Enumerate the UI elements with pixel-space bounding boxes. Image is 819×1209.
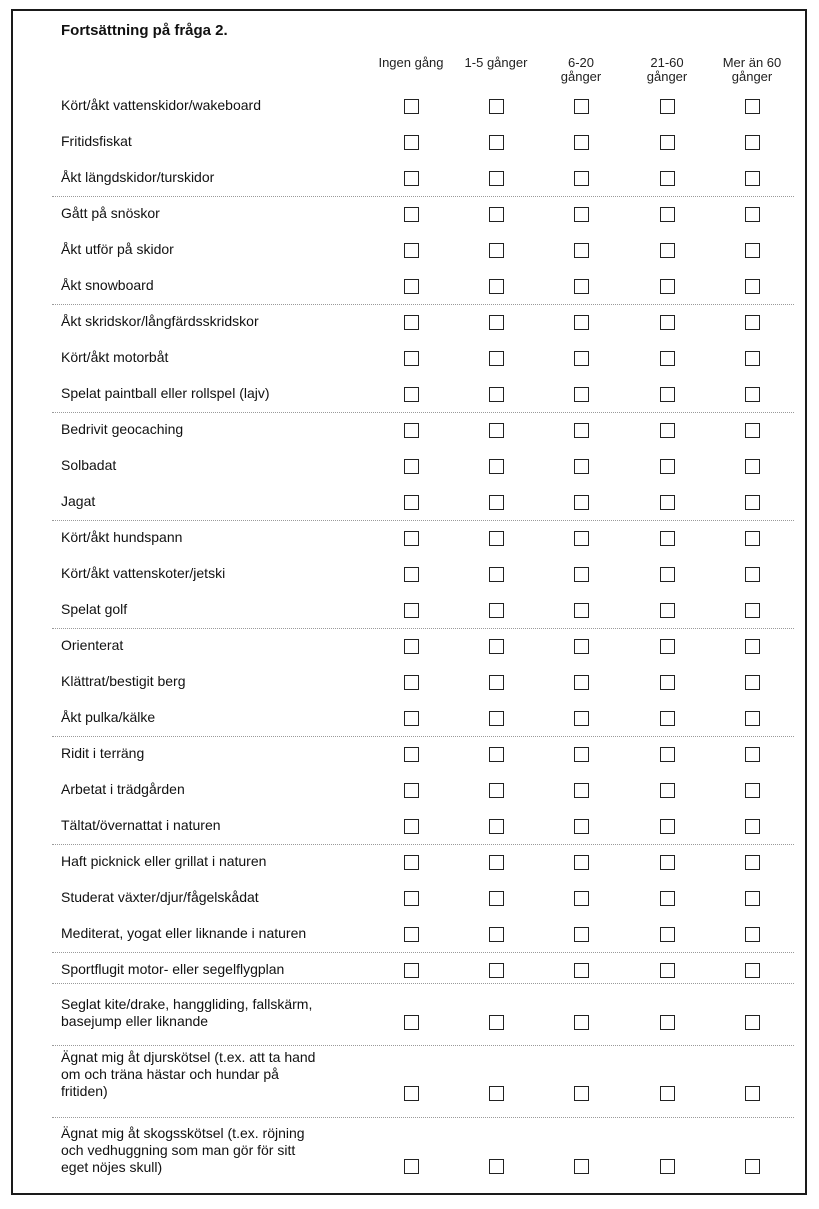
answer-checkbox[interactable]	[574, 135, 589, 150]
answer-checkbox[interactable]	[404, 747, 419, 762]
column-header: Ingen gång	[378, 55, 444, 70]
answer-checkbox[interactable]	[574, 279, 589, 294]
question-label: Haft picknick eller grillat i naturen	[61, 853, 267, 869]
answer-checkbox[interactable]	[489, 99, 504, 114]
answer-checkbox[interactable]	[745, 279, 760, 294]
question-label: Sportflugit motor- eller segelflygplan	[61, 961, 285, 977]
question-label: Orienterat	[61, 637, 124, 653]
answer-checkbox[interactable]	[404, 495, 419, 510]
answer-checkbox[interactable]	[404, 603, 419, 618]
answer-checkbox[interactable]	[404, 171, 419, 186]
answer-checkbox[interactable]	[745, 675, 760, 690]
row-group-divider	[52, 628, 794, 629]
answer-checkbox[interactable]	[660, 351, 675, 366]
answer-checkbox[interactable]	[574, 423, 589, 438]
answer-checkbox[interactable]	[404, 1015, 419, 1030]
row-group-divider	[52, 196, 794, 197]
question-label: Åkt snowboard	[61, 277, 154, 293]
answer-checkbox[interactable]	[404, 963, 419, 978]
row-group-divider	[52, 736, 794, 737]
answer-checkbox[interactable]	[660, 171, 675, 186]
answer-checkbox[interactable]	[745, 207, 760, 222]
column-header: 21-60 gånger	[646, 55, 688, 84]
question-label: Åkt pulka/kälke	[61, 709, 156, 725]
answer-checkbox[interactable]	[660, 963, 675, 978]
answer-checkbox[interactable]	[489, 747, 504, 762]
answer-checkbox[interactable]	[404, 783, 419, 798]
answer-checkbox[interactable]	[660, 99, 675, 114]
answer-checkbox[interactable]	[574, 783, 589, 798]
answer-checkbox[interactable]	[489, 531, 504, 546]
question-label: Kört/åkt vattenskoter/jetski	[61, 565, 226, 581]
answer-checkbox[interactable]	[574, 747, 589, 762]
answer-checkbox[interactable]	[745, 531, 760, 546]
question-label: Åkt längdskidor/turskidor	[61, 169, 215, 185]
row-group-divider	[52, 304, 794, 305]
answer-checkbox[interactable]	[574, 315, 589, 330]
answer-checkbox[interactable]	[489, 1159, 504, 1174]
answer-checkbox[interactable]	[404, 567, 419, 582]
answer-checkbox[interactable]	[404, 135, 419, 150]
answer-checkbox[interactable]	[574, 963, 589, 978]
question-label: Kört/åkt motorbåt	[61, 349, 169, 365]
answer-checkbox[interactable]	[660, 747, 675, 762]
answer-checkbox[interactable]	[745, 891, 760, 906]
answer-checkbox[interactable]	[660, 855, 675, 870]
answer-checkbox[interactable]	[489, 603, 504, 618]
answer-checkbox[interactable]	[745, 135, 760, 150]
question-label: Tältat/övernattat i naturen	[61, 817, 221, 833]
row-group-divider	[52, 952, 794, 953]
answer-checkbox[interactable]	[489, 459, 504, 474]
question-label: Jagat	[61, 493, 96, 509]
answer-checkbox[interactable]	[660, 495, 675, 510]
question-label: Spelat paintball eller rollspel (lajv)	[61, 385, 270, 401]
answer-checkbox[interactable]	[404, 927, 419, 942]
answer-checkbox[interactable]	[660, 279, 675, 294]
answer-checkbox[interactable]	[745, 963, 760, 978]
answer-checkbox[interactable]	[489, 1015, 504, 1030]
answer-checkbox[interactable]	[660, 531, 675, 546]
answer-checkbox[interactable]	[489, 711, 504, 726]
answer-checkbox[interactable]	[574, 1086, 589, 1101]
answer-checkbox[interactable]	[574, 1015, 589, 1030]
answer-checkbox[interactable]	[660, 1015, 675, 1030]
answer-checkbox[interactable]	[404, 819, 419, 834]
question-label: Åkt utför på skidor	[61, 241, 174, 257]
answer-checkbox[interactable]	[489, 423, 504, 438]
answer-checkbox[interactable]	[745, 171, 760, 186]
answer-checkbox[interactable]	[745, 1086, 760, 1101]
question-label: Ridit i terräng	[61, 745, 145, 761]
column-header: 6-20 gånger	[560, 55, 602, 84]
answer-checkbox[interactable]	[745, 459, 760, 474]
answer-checkbox[interactable]	[404, 387, 419, 402]
answer-checkbox[interactable]	[574, 243, 589, 258]
row-group-divider	[52, 412, 794, 413]
answer-checkbox[interactable]	[660, 1086, 675, 1101]
answer-checkbox[interactable]	[574, 819, 589, 834]
answer-checkbox[interactable]	[489, 963, 504, 978]
answer-checkbox[interactable]	[745, 351, 760, 366]
answer-checkbox[interactable]	[574, 891, 589, 906]
answer-checkbox[interactable]	[660, 711, 675, 726]
answer-checkbox[interactable]	[489, 207, 504, 222]
answer-checkbox[interactable]	[574, 387, 589, 402]
answer-checkbox[interactable]	[489, 891, 504, 906]
answer-checkbox[interactable]	[489, 387, 504, 402]
answer-checkbox[interactable]	[489, 819, 504, 834]
answer-checkbox[interactable]	[660, 423, 675, 438]
answer-checkbox[interactable]	[489, 675, 504, 690]
answer-checkbox[interactable]	[745, 387, 760, 402]
answer-checkbox[interactable]	[489, 855, 504, 870]
answer-checkbox[interactable]	[574, 207, 589, 222]
answer-checkbox[interactable]	[404, 1086, 419, 1101]
answer-checkbox[interactable]	[404, 531, 419, 546]
answer-checkbox[interactable]	[489, 243, 504, 258]
question-label: Åkt skridskor/långfärdsskridskor	[61, 313, 259, 329]
answer-checkbox[interactable]	[660, 207, 675, 222]
column-header: 1-5 gånger	[464, 55, 528, 70]
answer-checkbox[interactable]	[574, 675, 589, 690]
answer-checkbox[interactable]	[489, 927, 504, 942]
answer-checkbox[interactable]	[745, 747, 760, 762]
answer-checkbox[interactable]	[745, 603, 760, 618]
question-label: Spelat golf	[61, 601, 128, 617]
answer-checkbox[interactable]	[404, 99, 419, 114]
answer-checkbox[interactable]	[745, 819, 760, 834]
answer-checkbox[interactable]	[574, 1159, 589, 1174]
answer-checkbox[interactable]	[489, 135, 504, 150]
answer-checkbox[interactable]	[404, 423, 419, 438]
answer-checkbox[interactable]	[489, 315, 504, 330]
answer-checkbox[interactable]	[660, 1159, 675, 1174]
row-group-divider	[52, 520, 794, 521]
answer-checkbox[interactable]	[404, 891, 419, 906]
answer-checkbox[interactable]	[574, 567, 589, 582]
column-header: Mer än 60 gånger	[722, 55, 782, 84]
answer-checkbox[interactable]	[745, 567, 760, 582]
row-group-divider	[52, 844, 794, 845]
answer-checkbox[interactable]	[660, 315, 675, 330]
answer-checkbox[interactable]	[574, 99, 589, 114]
answer-checkbox[interactable]	[574, 459, 589, 474]
question-label: Gått på snöskor	[61, 205, 160, 221]
question-label: Studerat växter/djur/fågelskådat	[61, 889, 259, 905]
answer-checkbox[interactable]	[404, 855, 419, 870]
answer-checkbox[interactable]	[660, 675, 675, 690]
answer-checkbox[interactable]	[660, 243, 675, 258]
answer-checkbox[interactable]	[745, 1015, 760, 1030]
question-label: Seglat kite/drake, hanggliding, fallskärm, basejump eller liknande	[61, 996, 313, 1029]
answer-checkbox[interactable]	[574, 603, 589, 618]
answer-checkbox[interactable]	[404, 675, 419, 690]
answer-checkbox[interactable]	[404, 1159, 419, 1174]
section-title: Fortsättning på fråga 2.	[61, 22, 228, 39]
question-label: Fritidsfiskat	[61, 133, 132, 149]
answer-checkbox[interactable]	[489, 1086, 504, 1101]
question-label: Solbadat	[61, 457, 117, 473]
question-label: Ägnat mig åt djurskötsel (t.ex. att ta hand om och träna hästar och hundar på fritiden)	[61, 1049, 316, 1099]
row-group-divider	[52, 983, 794, 984]
answer-checkbox[interactable]	[574, 927, 589, 942]
question-label: Ägnat mig åt skogsskötsel (t.ex. röjning och vedhuggning som man gör för sitt eget nöjes skull)	[61, 1125, 305, 1175]
answer-checkbox[interactable]	[489, 171, 504, 186]
answer-checkbox[interactable]	[660, 387, 675, 402]
question-label: Arbetat i trädgården	[61, 781, 185, 797]
answer-checkbox[interactable]	[745, 99, 760, 114]
answer-checkbox[interactable]	[489, 639, 504, 654]
question-label: Klättrat/bestigit berg	[61, 673, 186, 689]
answer-checkbox[interactable]	[574, 495, 589, 510]
answer-checkbox[interactable]	[404, 711, 419, 726]
answer-checkbox[interactable]	[404, 639, 419, 654]
answer-checkbox[interactable]	[489, 351, 504, 366]
answer-checkbox[interactable]	[660, 639, 675, 654]
answer-checkbox[interactable]	[404, 279, 419, 294]
answer-checkbox[interactable]	[660, 567, 675, 582]
answer-checkbox[interactable]	[745, 1159, 760, 1174]
answer-checkbox[interactable]	[574, 171, 589, 186]
answer-checkbox[interactable]	[574, 531, 589, 546]
answer-checkbox[interactable]	[404, 243, 419, 258]
answer-checkbox[interactable]	[574, 855, 589, 870]
answer-checkbox[interactable]	[660, 459, 675, 474]
answer-checkbox[interactable]	[745, 315, 760, 330]
answer-checkbox[interactable]	[404, 315, 419, 330]
answer-checkbox[interactable]	[574, 351, 589, 366]
answer-checkbox[interactable]	[660, 783, 675, 798]
answer-checkbox[interactable]	[745, 639, 760, 654]
answer-checkbox[interactable]	[745, 927, 760, 942]
answer-checkbox[interactable]	[745, 243, 760, 258]
answer-checkbox[interactable]	[404, 207, 419, 222]
answer-checkbox[interactable]	[489, 279, 504, 294]
answer-checkbox[interactable]	[660, 927, 675, 942]
answer-checkbox[interactable]	[745, 423, 760, 438]
row-group-divider	[52, 1045, 794, 1046]
answer-checkbox[interactable]	[745, 783, 760, 798]
answer-checkbox[interactable]	[574, 711, 589, 726]
answer-checkbox[interactable]	[574, 639, 589, 654]
answer-checkbox[interactable]	[745, 855, 760, 870]
answer-checkbox[interactable]	[660, 603, 675, 618]
answer-checkbox[interactable]	[745, 711, 760, 726]
answer-checkbox[interactable]	[745, 495, 760, 510]
answer-checkbox[interactable]	[404, 351, 419, 366]
answer-checkbox[interactable]	[660, 891, 675, 906]
answer-checkbox[interactable]	[660, 135, 675, 150]
question-label: Kört/åkt vattenskidor/wakeboard	[61, 97, 261, 113]
question-label: Kört/åkt hundspann	[61, 529, 183, 545]
answer-checkbox[interactable]	[489, 567, 504, 582]
question-label: Mediterat, yogat eller liknande i naturen	[61, 925, 307, 941]
answer-checkbox[interactable]	[660, 819, 675, 834]
answer-checkbox[interactable]	[489, 783, 504, 798]
row-group-divider	[52, 1117, 794, 1118]
answer-checkbox[interactable]	[489, 495, 504, 510]
answer-checkbox[interactable]	[404, 459, 419, 474]
question-label: Bedrivit geocaching	[61, 421, 184, 437]
